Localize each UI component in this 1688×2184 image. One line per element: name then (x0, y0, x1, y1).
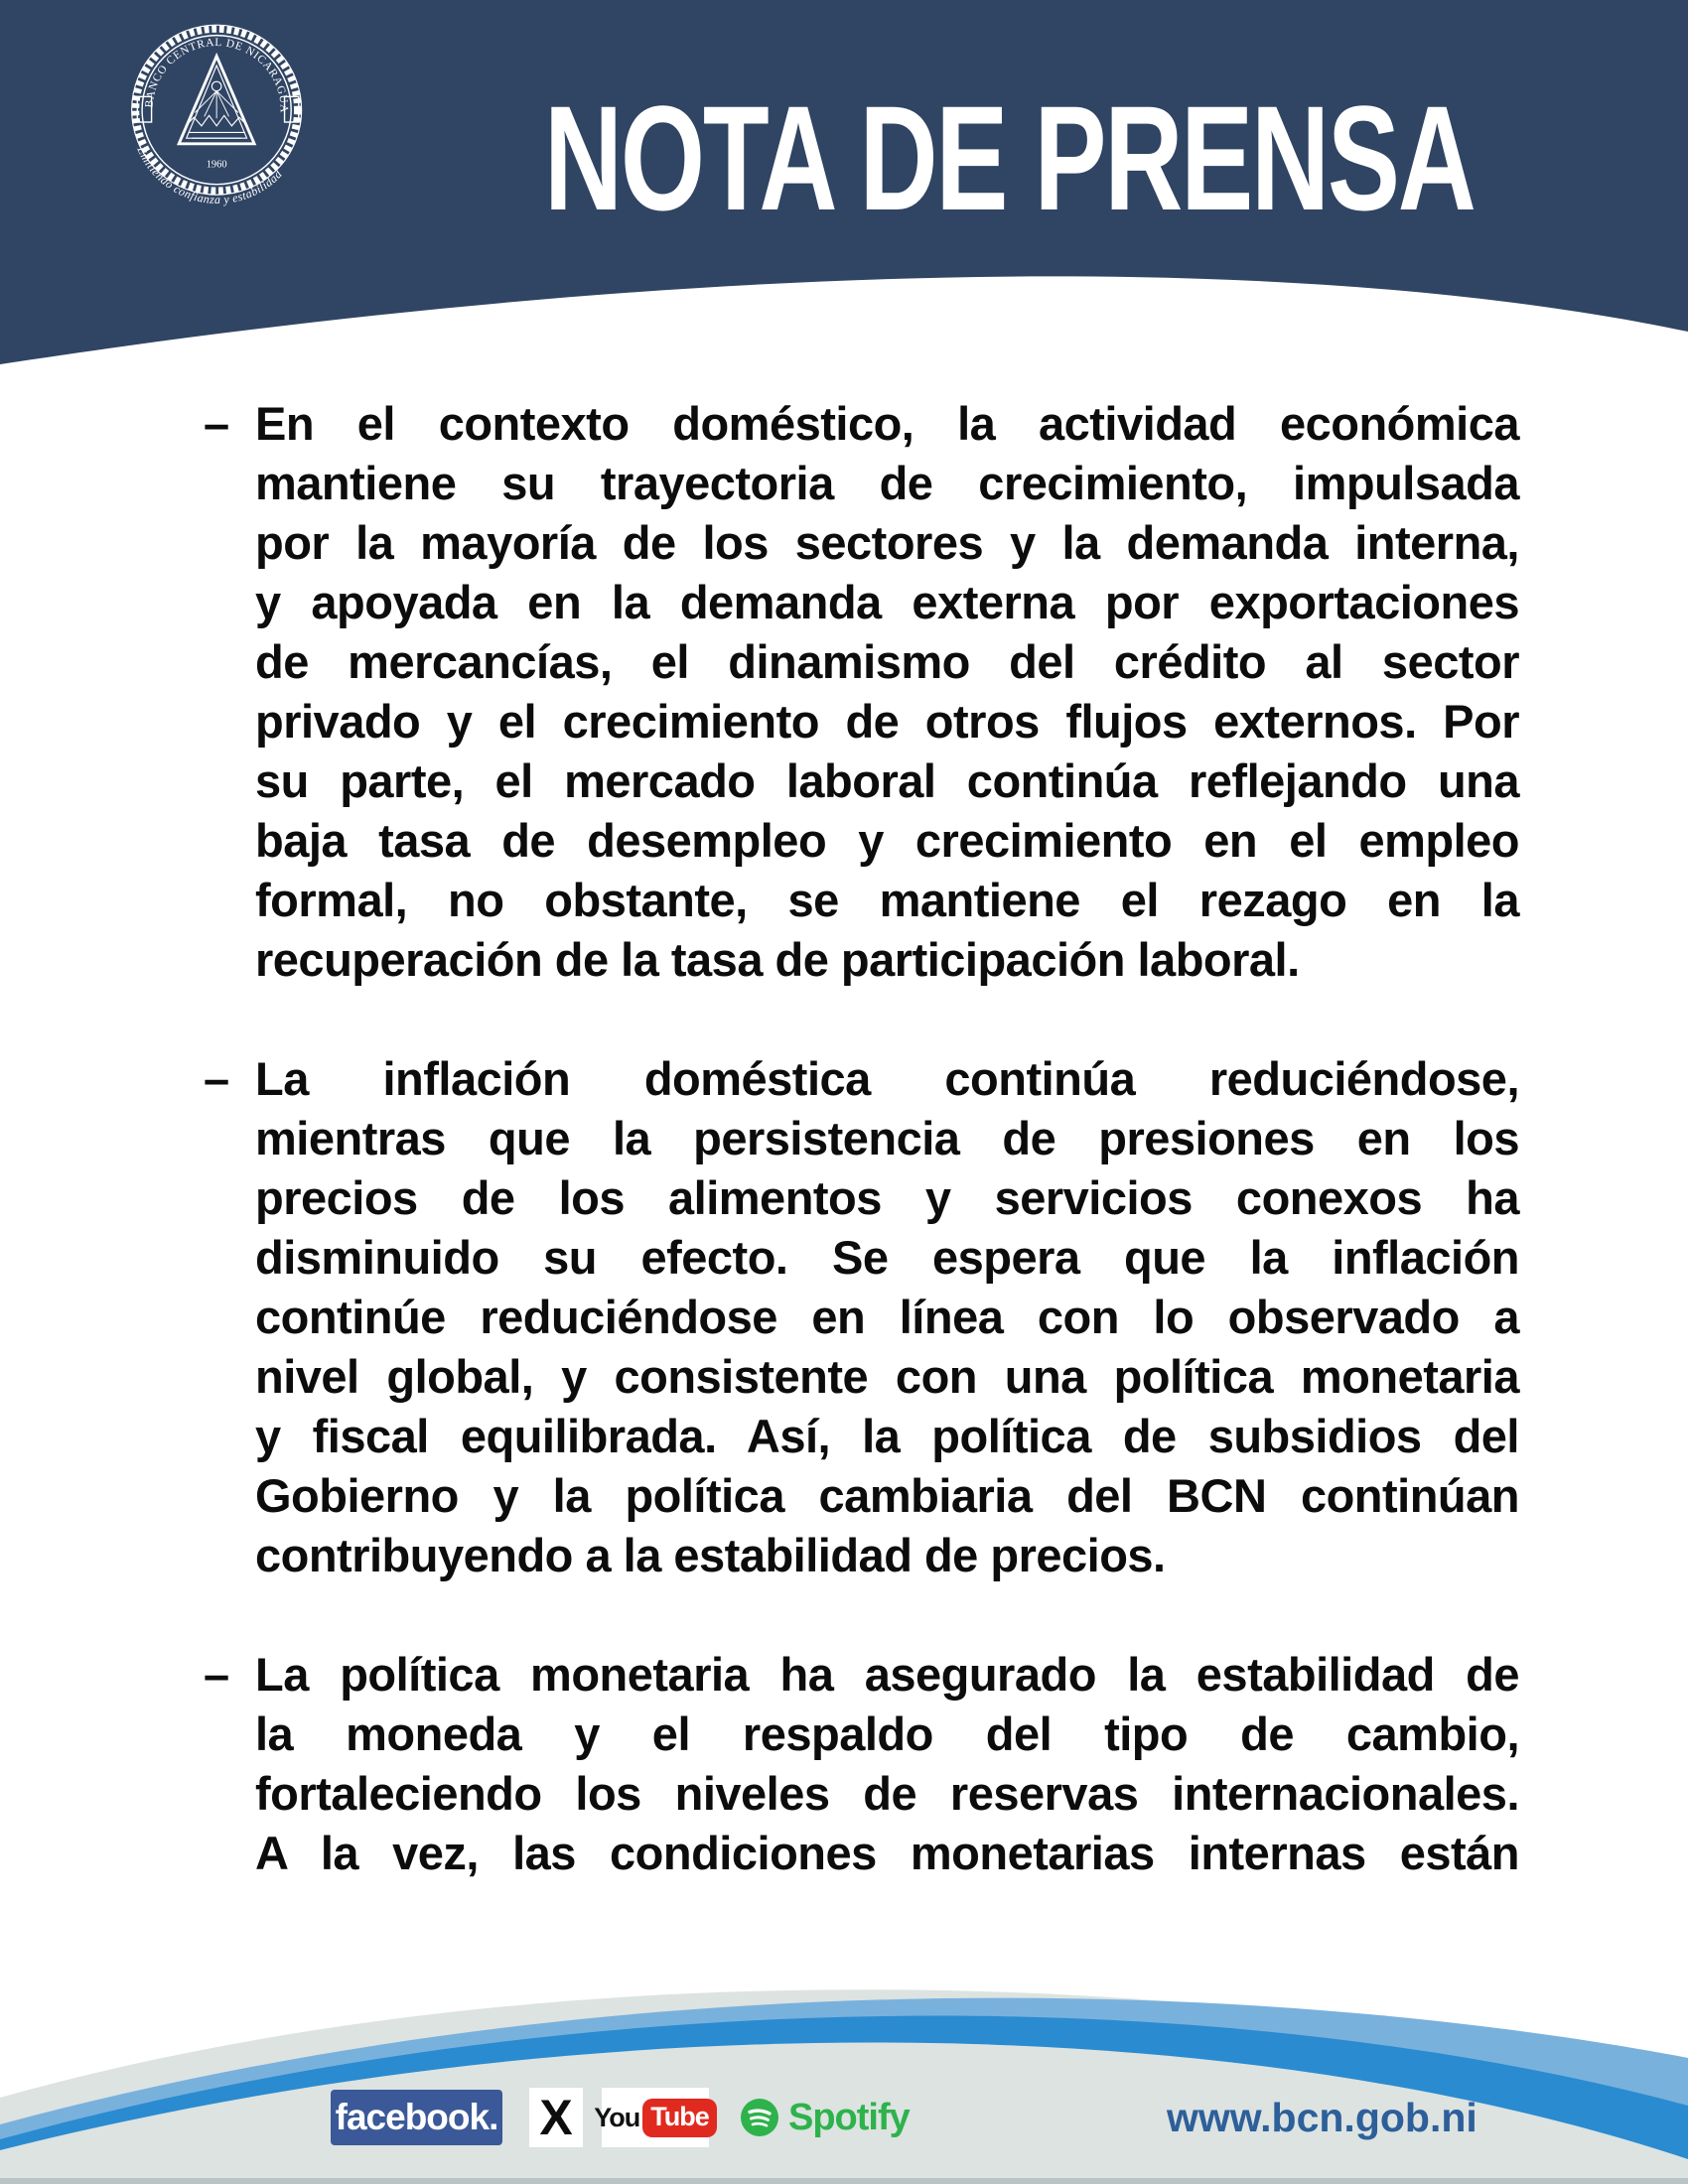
body-line: la moneda y el respaldo del tipo de cambio, (255, 1707, 1519, 1760)
x-label: X (539, 2090, 573, 2145)
spotify-circle-icon (740, 2098, 779, 2137)
bullet-item (204, 1049, 1519, 1585)
facebook-label: facebook. (335, 2097, 498, 2137)
seal-year: 1960 (206, 159, 227, 171)
bullet-dash: – (204, 1052, 229, 1105)
body-line: En el contexto doméstico, la actividad económica (255, 397, 1519, 450)
website-link[interactable]: www.bcn.gob.ni (1167, 2095, 1477, 2140)
body-line: La política monetaria ha asegurado la estabilidad de (255, 1648, 1519, 1701)
seal-motto: Emitiendo confianza y estabilidad (134, 144, 285, 207)
body-line: su parte, el mercado laboral continúa reflejando una (255, 754, 1519, 807)
body-line: A la vez, las condiciones monetarias internas están (255, 1827, 1519, 1879)
body-line: mantiene su trayectoria de crecimiento, impulsada (255, 457, 1519, 509)
youtube-icon[interactable] (594, 2088, 709, 2147)
social-row (0, 2083, 1688, 2152)
seal-ring-text: BANCO CENTRAL DE NICARAGUA (143, 36, 290, 114)
bullet-item (204, 1645, 1519, 1883)
body-line: recuperación de la tasa de participación laboral. (255, 933, 1300, 986)
page-title: NOTA DE PRENSA (544, 74, 1475, 241)
body-line: continúe reduciéndose en línea con lo observado a (255, 1291, 1519, 1343)
facebook-icon[interactable] (331, 2090, 502, 2145)
body-line: privado y el crecimiento de otros flujos externos. Por (255, 695, 1519, 748)
body-line: nivel global, y consistente con una política monetaria (255, 1350, 1519, 1403)
body-line: contribuyendo a la estabilidad de precios. (255, 1529, 1166, 1581)
bullet-list (204, 394, 1519, 1883)
body-line: La inflación doméstica continúa reduciéndose, (255, 1052, 1519, 1105)
body-line: Gobierno y la política cambiaria del BCN continúan (255, 1469, 1519, 1522)
body-line: por la mayoría de los sectores y la demanda interna, (255, 516, 1519, 569)
body-line: de mercancías, el dinamismo del crédito al sector (255, 635, 1519, 688)
youtube-you-label: You (594, 2102, 640, 2132)
body-line: mientras que la persistencia de presiones en los (255, 1112, 1519, 1164)
bullet-dash: – (204, 397, 229, 450)
spotify-label: Spotify (788, 2096, 910, 2138)
body-line: baja tasa de desempleo y crecimiento en el empleo (255, 814, 1519, 867)
x-twitter-icon[interactable] (529, 2088, 583, 2147)
body-line: precios de los alimentos y servicios conexos ha (255, 1171, 1519, 1224)
bcn-logo (125, 18, 314, 264)
bullet-dash: – (204, 1648, 229, 1701)
youtube-tube-label: Tube (642, 2099, 717, 2137)
body-line: disminuido su efecto. Se espera que la inflación (255, 1231, 1519, 1284)
body-line: fortaleciendo los niveles de reservas internacionales. (255, 1767, 1519, 1820)
body-line: y apoyada en la demanda externa por exportaciones (255, 576, 1519, 628)
body-line: formal, no obstante, se mantiene el rezago en la (255, 874, 1519, 926)
spotify-icon[interactable] (740, 2091, 910, 2144)
body-line: y fiscal equilibrada. Así, la política de subsidios del (255, 1410, 1519, 1462)
bullet-item (204, 394, 1519, 990)
